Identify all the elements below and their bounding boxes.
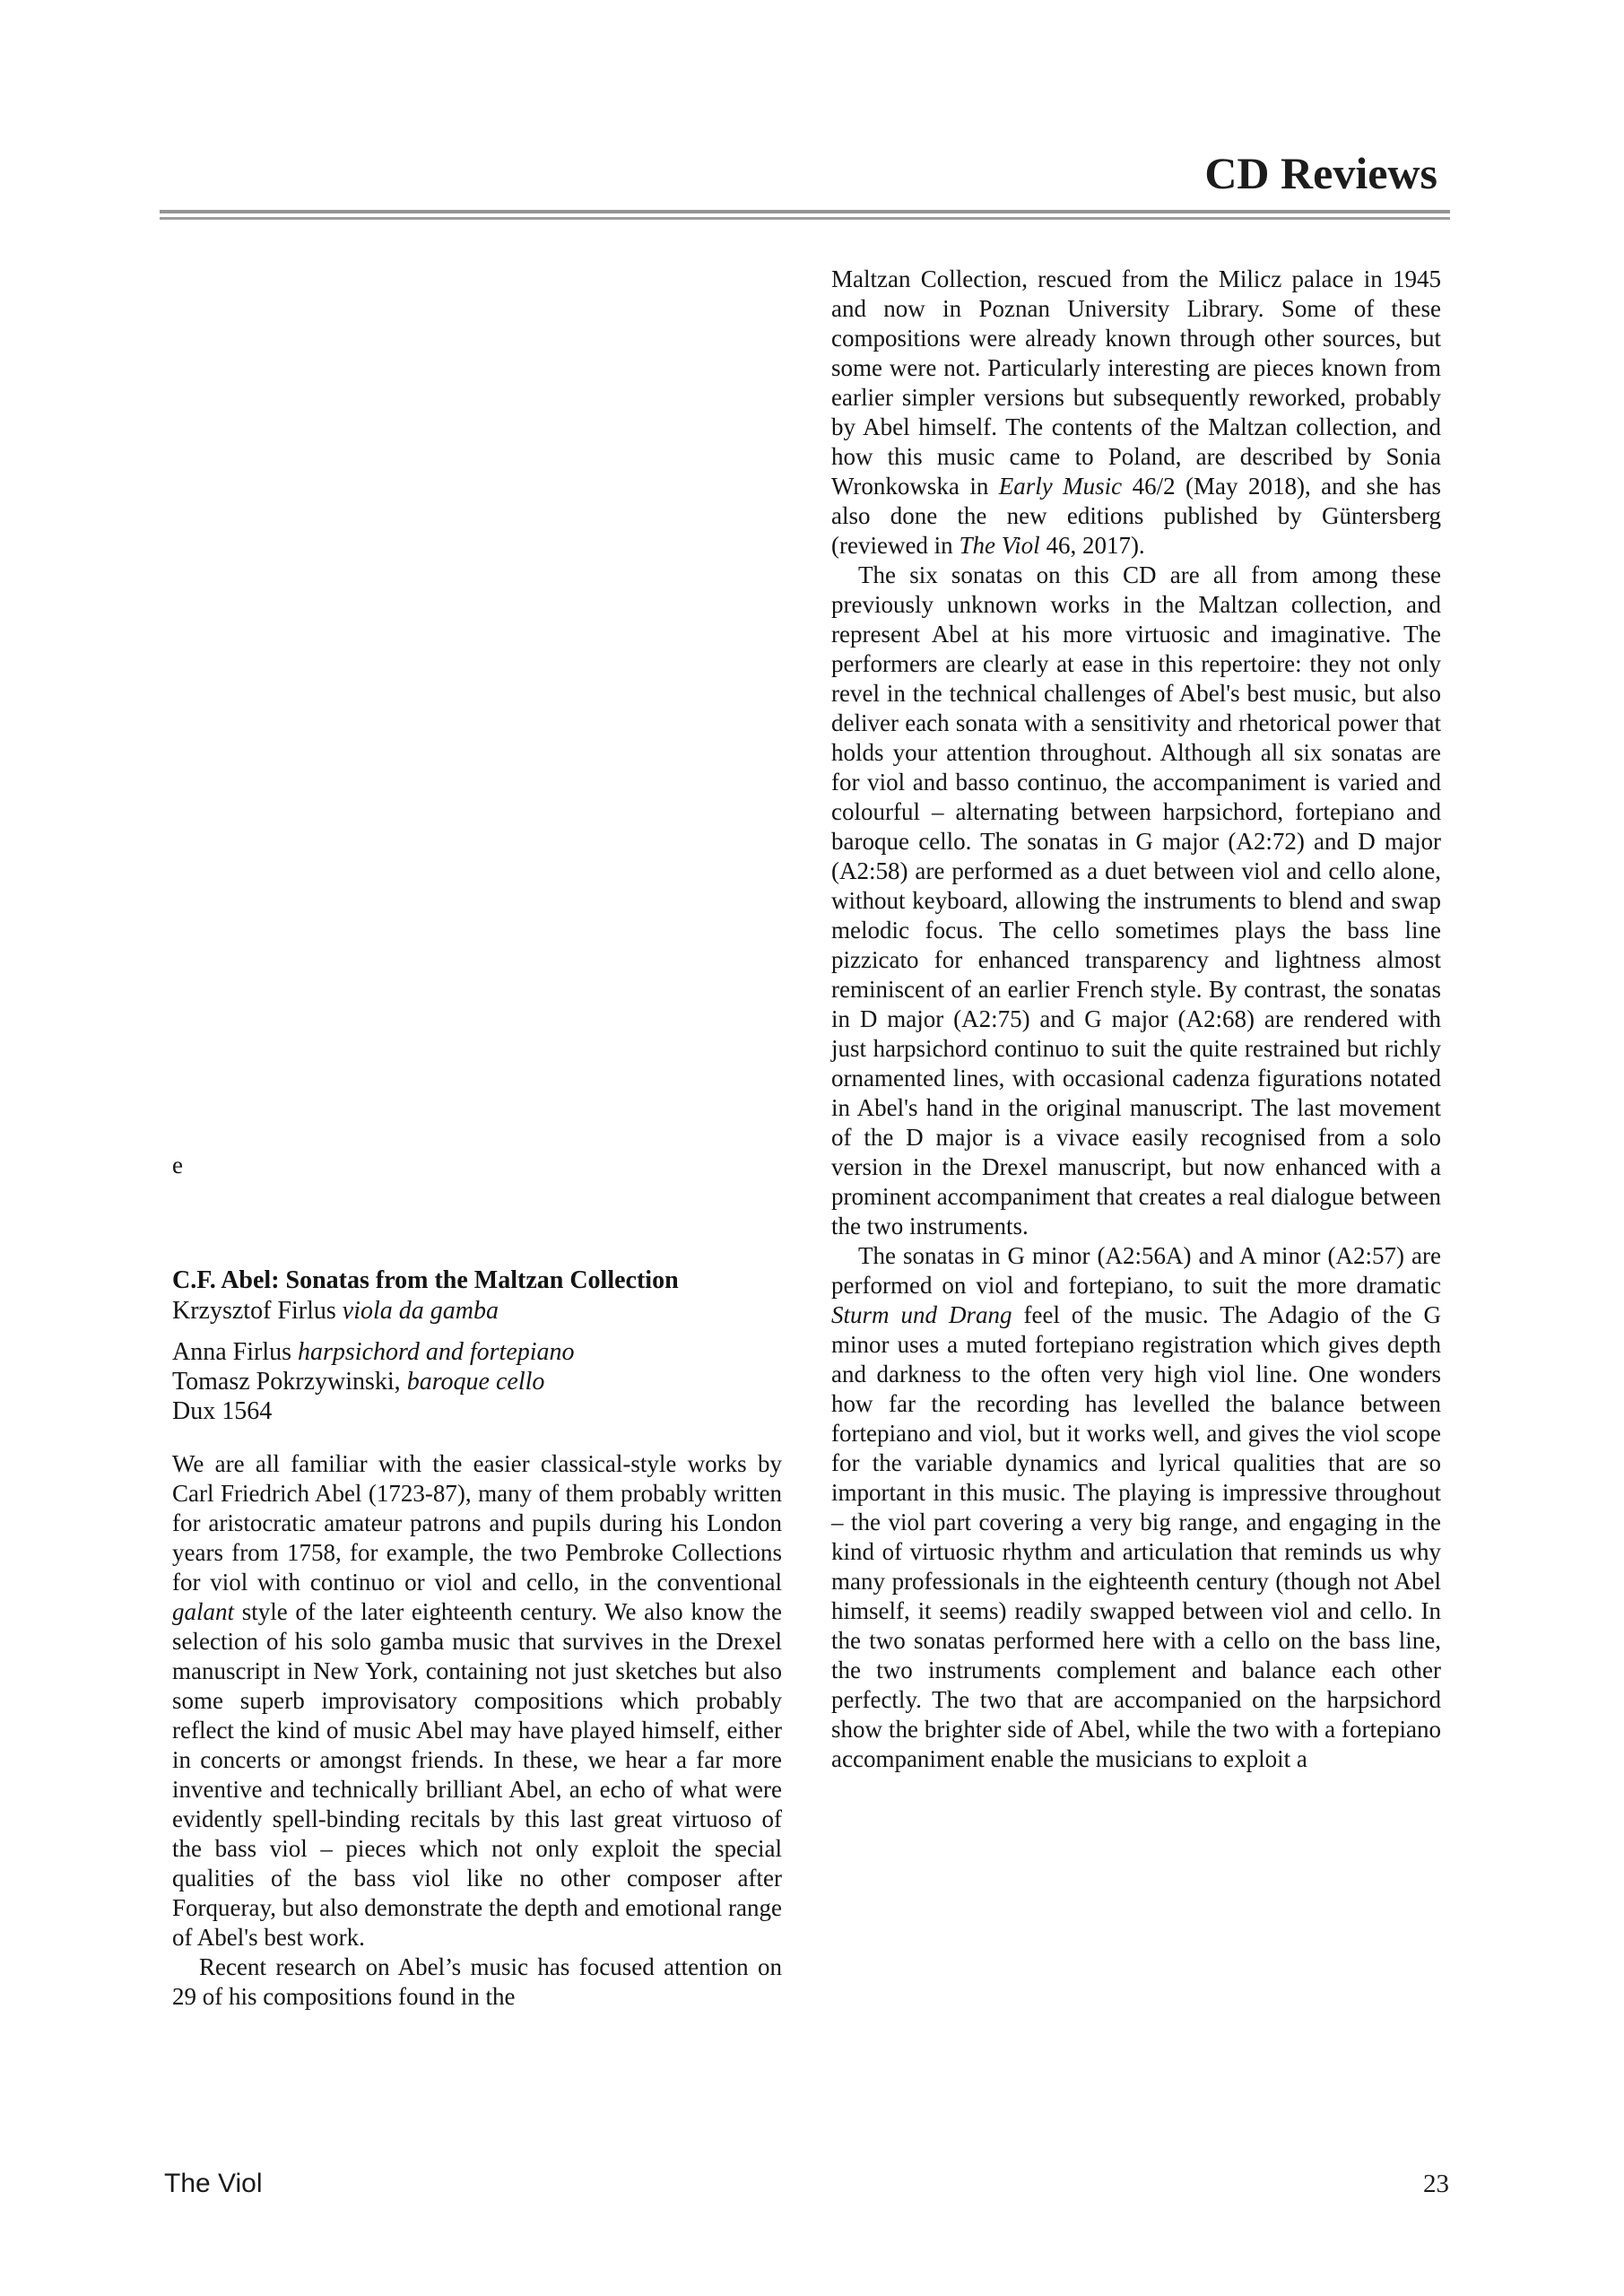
text-run: Maltzan Collection, rescued from the Milicz palace in 1945 and now in Poznan University Library. Some of these compositions were already known through other sources, but some were not. Particularly interesting are pieces known from earlier simpler versions but subsequently reworked, probably by Abel himself. The contents of the Maltzan collection, and how this music came to Poland, are described by Sonia Wronkowska in xyxy=(831,265,1441,500)
credit-line xyxy=(172,1337,782,1367)
text-run: Tomasz Pokrzywinski, xyxy=(172,1368,407,1396)
italic-text-run: Early Music xyxy=(998,473,1123,500)
credit-line xyxy=(172,1296,782,1326)
text-run: We are all familiar with the easier classical-style works by Carl Friedrich Abel (1723-87), many of them probably written for aristocratic amateur patrons and pupils during his London years from 1758, for example, the two Pembroke Collections for viol with continuo or viol and cello, in the conventional xyxy=(172,1450,782,1596)
review-header-block xyxy=(172,1265,782,1426)
page-footer xyxy=(164,2169,1449,2199)
page-header xyxy=(0,0,1624,220)
two-column-layout xyxy=(0,265,1624,2012)
body-paragraph xyxy=(172,1449,782,1952)
text-run: Anna Firlus xyxy=(172,1338,298,1366)
performer-credits xyxy=(172,1296,782,1396)
review-body-left xyxy=(172,1449,782,2012)
review-body-right xyxy=(831,265,1441,1774)
italic-text-run: galant xyxy=(172,1598,235,1625)
text-run: feel of the music. The Adagio of the G minor uses a muted fortepiano registration which gives depth and darkness to the often very high viol line. One wonders how far the recording has levelled the balance between fortepiano and viol, but it works well, and gives the viol scope for the variable dynamics and lyrical qualities that are so important in this music. The playing is impressive throughout – the viol part covering a very big range, and engaging in the kind of virtuosic rhythm and articulation that reminds us why many professionals in the eighteenth century (though not Abel himself, it seems) readily swapped between viol and cello. In the two sonatas performed here with a cello on the bass line, the two instruments complement and balance each other perfectly. The two that are accompanied on the harpsichord show the brighter side of Abel, while the two with a fortepiano accompaniment enable the musicians to exploit a xyxy=(831,1301,1442,1772)
text-run: Krzysztof Firlus xyxy=(172,1297,343,1325)
catalog-number: Dux 1564 xyxy=(172,1397,273,1425)
text-run: style of the later eighteenth century. We also know the selection of his solo gamba music that survives in the Drexel manuscript in New York, containing not just sketches but also some superb improvisatory compositions which probably reflect the kind of music Abel may have played himself, either in concerts or amongst friends. In these, we hear a far more inventive and technically brilliant Abel, an echo of what were evidently spell-binding recitals by this last great virtuoso of the bass viol – pieces which not only exploit the special qualities of the bass viol like no other composer after Forqueray, but also demonstrate the depth and emotional range of Abel's best work. xyxy=(172,1598,782,1951)
page-number: 23 xyxy=(1423,2170,1449,2198)
italic-text-run: The Viol xyxy=(959,532,1040,559)
section-title: CD Reviews xyxy=(1204,148,1437,198)
italic-text-run: harpsichord and fortepiano xyxy=(298,1338,575,1366)
body-paragraph xyxy=(831,265,1441,561)
right-column xyxy=(831,265,1441,2012)
body-paragraph xyxy=(831,1241,1441,1774)
body-paragraph xyxy=(831,561,1441,1241)
italic-text-run: baroque cello xyxy=(406,1368,545,1396)
missing-image-area xyxy=(172,265,782,1151)
header-divider-rule xyxy=(160,210,1450,220)
body-paragraph xyxy=(172,1952,782,2012)
review-title: C.F. Abel: Sonatas from the Maltzan Collection xyxy=(172,1266,679,1294)
credit-line xyxy=(172,1367,782,1396)
left-column xyxy=(172,265,782,2012)
text-run: The sonatas in G minor (A2:56A) and A minor (A2:57) are performed on viol and fortepiano, to suit the more dramatic xyxy=(831,1242,1441,1299)
text-run: 46, 2017). xyxy=(1039,532,1145,559)
text-run: Recent research on Abel’s music has focused attention on 29 of his compositions found in the xyxy=(172,1953,782,2010)
journal-name: The Viol xyxy=(164,2169,263,2198)
text-run: 46/2 (May 2018), and she has also done the new editions published by Güntersberg (reviewed in xyxy=(831,473,1441,559)
stray-character: e xyxy=(172,1152,183,1178)
text-run: The six sonatas on this CD are all from among these previously unknown works in the Maltzan collection, and represent Abel at his more virtuosic and imaginative. The performers are clearly at ease in this repertoire: they not only revel in the technical challenges of Abel's best music, but also deliver each sonata with a sensitivity and rhetorical power that holds your attention throughout. Although all six sonatas are for viol and basso continuo, the accompaniment is varied and colourful – alternating between harpsichord, fortepiano and baroque cello. The sonatas in G major (A2:72) and D major (A2:58) are performed as a duet between viol and cello alone, without keyboard, allowing the instruments to blend and swap melodic focus. The cello sometimes plays the bass line pizzicato for enhanced transparency and lightness almost reminiscent of an earlier French style. By contrast, the sonatas in D major (A2:75) and G major (A2:68) are rendered with just harpsichord continuo to suit the quite restrained but richly ornamented lines, with occasional cadenza figurations notated in Abel's hand in the original manuscript. The last movement of the D major is a vivace easily recognised from a solo version in the Drexel manuscript, but now enhanced with a prominent accompaniment that creates a real dialogue between the two instruments. xyxy=(831,561,1441,1239)
italic-text-run: viola da gamba xyxy=(342,1297,499,1325)
italic-text-run: Sturm und Drang xyxy=(831,1301,1012,1328)
